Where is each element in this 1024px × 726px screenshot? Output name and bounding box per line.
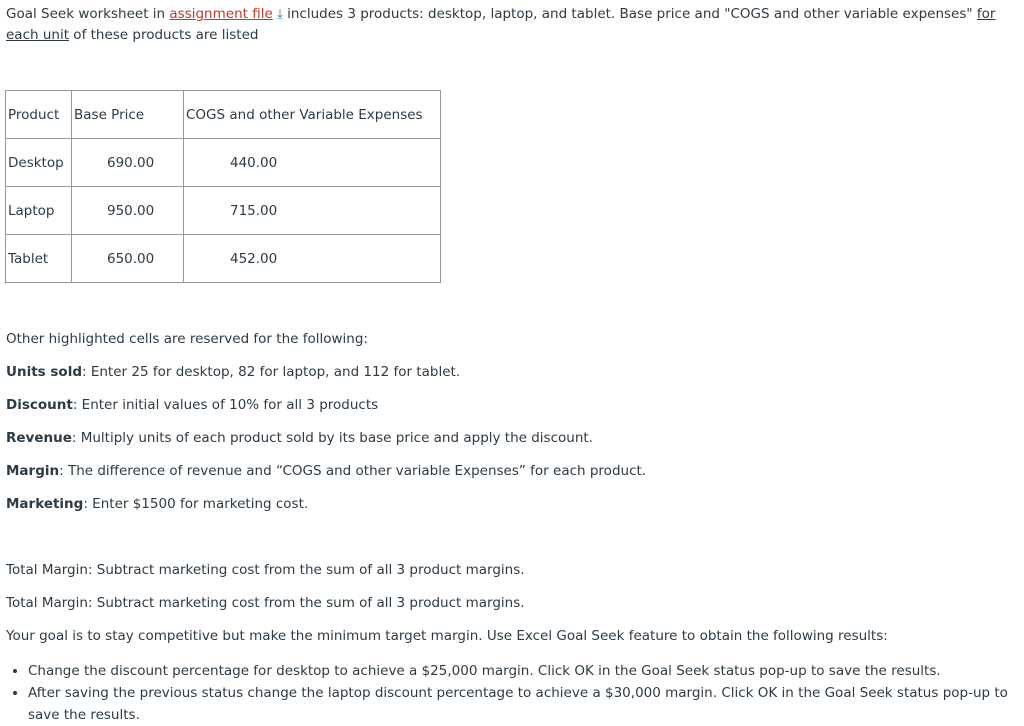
notes-heading: Other highlighted cells are reserved for the following:	[6, 331, 368, 347]
discount-note	[6, 397, 378, 413]
units-sold-text: : Enter 25 for desktop, 82 for laptop, and 112 for tablet.	[82, 364, 461, 380]
intro-text-end: of these products are listed	[69, 27, 259, 43]
intro-text-start: Goal Seek worksheet in	[6, 6, 170, 22]
cell-product: Tablet	[6, 235, 72, 283]
table-header-row	[6, 91, 441, 139]
cell-base-price: 690.00	[72, 139, 184, 187]
total-margin-note: Total Margin: Subtract marketing cost from the sum of all 3 product margins.	[6, 562, 525, 578]
revenue-text: : Multiply units of each product sold by its base price and apply the discount.	[71, 430, 593, 446]
units-sold-label: Units sold	[6, 364, 82, 380]
assignment-file-link[interactable]: assignment file	[169, 6, 273, 22]
list-item: • After saving the previous status change the laptop discount percentage to achieve a $30,000 margin. Click OK in the Goal Seek status pop-up to save the results.	[28, 682, 1023, 726]
marketing-label: Marketing	[6, 496, 84, 512]
for-each-unit-link[interactable]: for each unit	[6, 6, 996, 43]
discount-text: : Enter initial values of 10% for all 3 products	[72, 397, 379, 413]
cell-base-price: 650.00	[72, 235, 184, 283]
marketing-text: : Enter $1500 for marketing cost.	[83, 496, 309, 512]
goal-statement: Your goal is to stay competitive but make the minimum target margin. Use Excel Goal Seek feature to obtain the following results:	[6, 628, 888, 644]
margin-text: : The difference of revenue and “COGS and other variable Expenses” for each product.	[59, 463, 647, 479]
header-base-price: Base Price	[72, 91, 184, 139]
intro-text-middle: includes 3 products: desktop, laptop, and tablet. Base price and "COGS and other variable expenses"	[282, 6, 977, 22]
table-row	[6, 187, 441, 235]
cell-product: Desktop	[6, 139, 72, 187]
download-icon[interactable]: ⤓	[277, 7, 283, 22]
total-margin-note-repeat: Total Margin: Subtract marketing cost from the sum of all 3 product margins.	[6, 595, 525, 611]
header-product: Product	[6, 91, 72, 139]
margin-note	[6, 463, 646, 479]
discount-label: Discount	[6, 397, 73, 413]
table-row	[6, 139, 441, 187]
cell-cogs: 440.00	[184, 139, 441, 187]
goal-list	[6, 660, 1023, 726]
cell-base-price: 950.00	[72, 187, 184, 235]
intro-paragraph	[6, 4, 1020, 46]
marketing-note	[6, 496, 308, 512]
product-table	[5, 90, 441, 283]
revenue-note	[6, 430, 593, 446]
cell-product: Laptop	[6, 187, 72, 235]
units-sold-note	[6, 364, 460, 380]
revenue-label: Revenue	[6, 430, 72, 446]
margin-label: Margin	[6, 463, 60, 479]
table-row	[6, 235, 441, 283]
list-item: • Change the discount percentage for desktop to achieve a $25,000 margin. Click OK in the Goal Seek status pop-up to save the results.	[28, 660, 1023, 682]
header-cogs: COGS and other Variable Expenses	[184, 91, 441, 139]
cell-cogs: 715.00	[184, 187, 441, 235]
cell-cogs: 452.00	[184, 235, 441, 283]
